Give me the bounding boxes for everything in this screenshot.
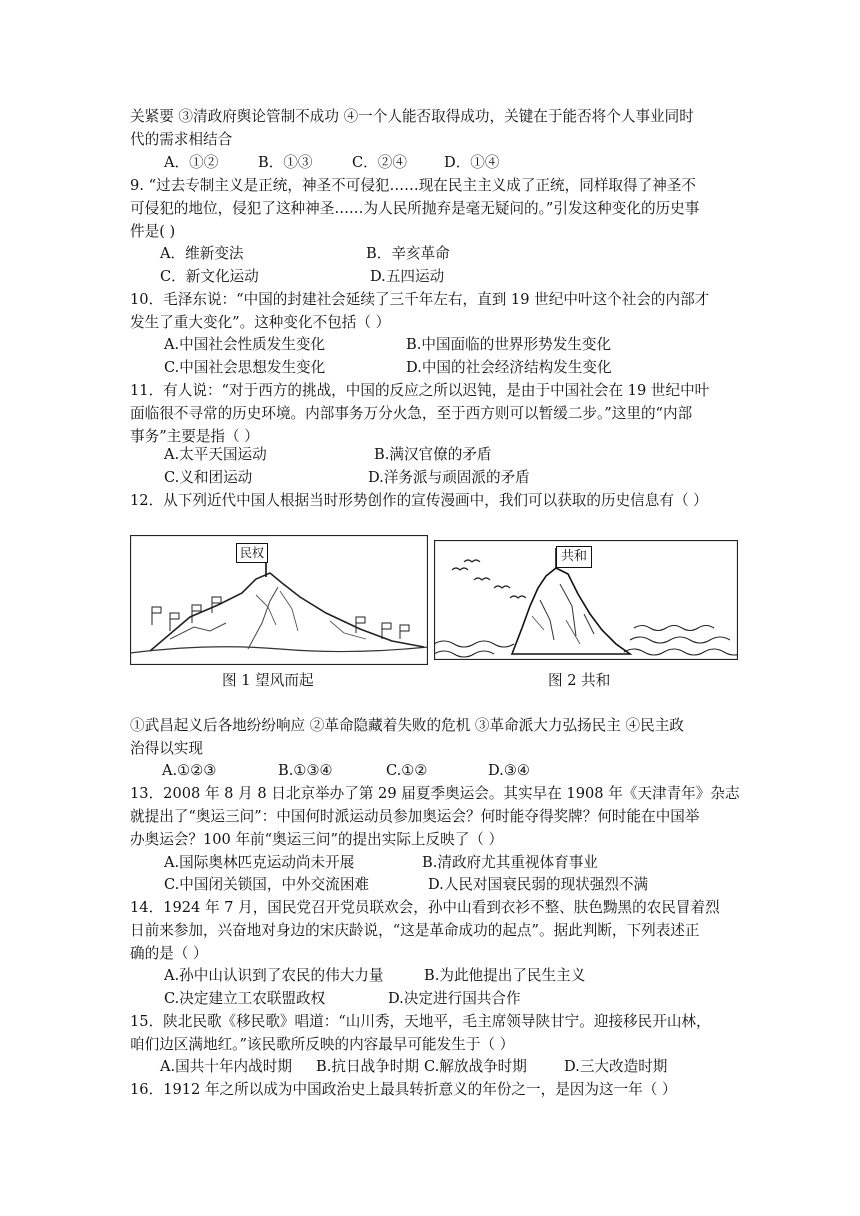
q11-option-b: B.满汉官僚的矛盾 — [374, 446, 492, 463]
q12-option-a: A.①②③ — [162, 762, 217, 779]
q10-stem-line1: 10．毛泽东说：“中国的封建社会延续了三千年左右，直到 19 世纪中叶这个社会的内部才 — [130, 291, 710, 308]
q12-statements-line1: ①武昌起义后各地纷纷响应 ②革命隐藏着失败的危机 ③革命派大力弘扬民主 ④民主政 — [130, 717, 684, 734]
q13-option-c: C.中国闭关锁国，中外交流困难 — [164, 876, 370, 893]
q9-option-a: A．维新变法 — [160, 245, 244, 262]
q9-option-b: B．辛亥革命 — [366, 245, 450, 262]
q8-option-d: D．①④ — [444, 154, 500, 171]
q11-option-d: D.洋务派与顽固派的矛盾 — [368, 469, 530, 486]
figure-2-caption: 图 2 共和 — [548, 672, 611, 689]
q11-stem-line1: 11．有人说：“对于西方的挑战，中国的反应之所以迟钝，是由于中国社会在 19 世纪中叶 — [130, 382, 710, 399]
q8-text-line1: 关紧要 ③清政府舆论管制不成功 ④一个人能否取得成功，关键在于能否将个人事业同时 — [130, 108, 694, 125]
q9-option-d: D.五四运动 — [370, 268, 445, 285]
q9-stem-line3: 件是( ) — [130, 223, 176, 240]
q8-option-c: C．②④ — [352, 154, 407, 171]
q13-option-d: D.人民对国衰民弱的现状强烈不满 — [428, 876, 649, 893]
q14-stem-line1: 14．1924 年 7 月，国民党召开党员联欢会，孙中山看到衣衫不整、肤色黝黑的农民冒着烈 — [130, 899, 720, 916]
q11-stem-line3: 事务”主要是指（ ） — [130, 428, 259, 445]
q8-option-b: B．①③ — [258, 154, 313, 171]
q15-option-d: D.三大改造时期 — [564, 1058, 668, 1075]
q10-option-b: B.中国面临的世界形势发生变化 — [406, 336, 612, 353]
q14-option-c: C.决定建立工农联盟政权 — [164, 990, 326, 1007]
q9-option-c: C．新文化运动 — [160, 268, 259, 285]
q14-stem-line3: 确的是（ ） — [130, 945, 208, 962]
q12-option-c: C.①② — [386, 762, 428, 779]
q15-option-a: A.国共十年内战时期 — [160, 1058, 292, 1075]
q13-stem-line3: 办奥运会？100 年前“奥运三问”的提出实际上反映了（ ） — [130, 831, 504, 848]
q10-option-a: A.中国社会性质发生变化 — [164, 336, 326, 353]
q14-option-b: B.为此他提出了民生主义 — [424, 967, 586, 984]
figure-1-caption: 图 1 望风而起 — [222, 672, 314, 689]
figure-1-drawing — [130, 535, 428, 665]
q13-stem-line1: 13．2008 年 8 月 8 日北京举办了第 29 届夏季奥运会。其实早在 1908 年《天津青年》杂志 — [130, 785, 740, 802]
q13-stem-line2: 就提出了“奥运三问”：中国何时派运动员参加奥运会？何时能夺得奖牌？何时能在中国举 — [130, 808, 700, 825]
q10-option-c: C.中国社会思想发生变化 — [164, 359, 326, 376]
q11-option-c: C.义和团运动 — [164, 469, 253, 486]
q12-option-d: D.③④ — [488, 762, 530, 779]
q12-stem-line1: 12．从下列近代中国人根据当时形势创作的宣传漫画中，我们可以获取的历史信息有（ ） — [130, 492, 708, 509]
q8-option-a: A．①② — [164, 154, 219, 171]
q12-statements-line2: 治得以实现 — [130, 740, 203, 757]
q11-option-a: A.太平天国运动 — [164, 446, 267, 463]
q14-option-d: D.决定进行国共合作 — [388, 990, 521, 1007]
q15-option-b: B.抗日战争时期 — [316, 1058, 419, 1075]
q9-stem-line2: 可侵犯的地位，侵犯了这种神圣……为人民所抛弃是毫无疑问的。”引发这种变化的历史事 — [130, 200, 700, 217]
q8-text-line2: 代的需求相结合 — [130, 131, 233, 148]
q11-stem-line2: 面临很不寻常的历史环境。内部事务万分火急，至于西方则可以暂缓二步。”这里的“内部 — [130, 405, 693, 422]
q15-stem-line2: 咱们边区满地红。”该民歌所反映的内容最早可能发生于（ ） — [130, 1036, 515, 1053]
q9-stem-line1: 9. “过去专制主义是正统，神圣不可侵犯……现在民主主义成了正统，同样取得了神圣不 — [130, 177, 696, 194]
q14-option-a: A.孙中山认识到了农民的伟大力量 — [164, 967, 384, 984]
q15-stem-line1: 15．陕北民歌《移民歌》唱道：“山川秀，天地平，毛主席领导陕甘宁。迎接移民开山林， — [130, 1013, 711, 1030]
q15-option-c: C.解放战争时期 — [424, 1058, 527, 1075]
q14-stem-line2: 日前来参加，兴奋地对身边的宋庆龄说，“这是革命成功的起点”。据此判断，下列表述正 — [130, 922, 700, 939]
figure-1-flag-label: 民权 — [236, 543, 268, 563]
figure-2-cartoon — [434, 540, 738, 660]
figure-1-cartoon — [130, 535, 428, 665]
q13-option-b: B.清政府尤其重视体育事业 — [422, 854, 598, 871]
q10-stem-line2: 发生了重大变化”。这种变化不包括（ ） — [130, 314, 391, 331]
q13-option-a: A.国际奥林匹克运动尚未开展 — [164, 854, 355, 871]
q12-option-b: B.①③④ — [278, 762, 333, 779]
figure-2-flag-label: 共和 — [556, 546, 592, 568]
q16-stem-line1: 16．1912 年之所以成为中国政治史上最具转折意义的年份之一，是因为这一年（ ） — [130, 1081, 677, 1098]
q10-option-d: D.中国的社会经济结构发生变化 — [406, 359, 612, 376]
